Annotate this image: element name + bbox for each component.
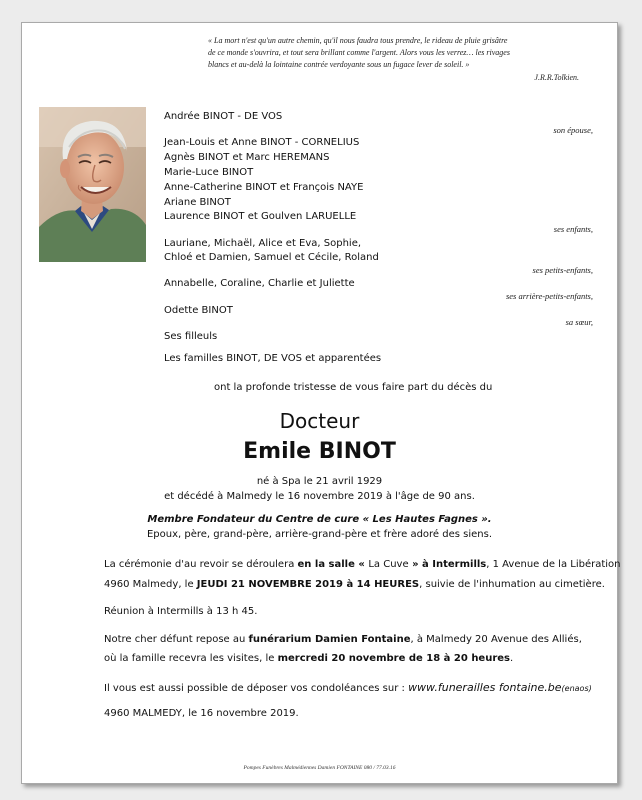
great-grandchildren: Annabelle, Coraline, Charlie et Juliette: [164, 278, 355, 289]
ceremony-hall: en la salle «: [297, 559, 369, 570]
visits-date: mercredi 20 novembre de 18 à 20 heures: [277, 653, 510, 664]
reunion: Réunion à Intermills à 13 h 45.: [104, 606, 258, 617]
qualities: Epoux, père, grand-père, arrière-grand-père et frère adoré des siens.: [146, 529, 493, 540]
grandchildren-role: ses petits-enfants,: [532, 265, 593, 275]
ceremony-city: 4960 Malmedy, le: [104, 579, 197, 590]
funerarium-line-2: [104, 652, 513, 666]
children-role: ses enfants,: [553, 224, 593, 234]
child-4: Anne-Catherine BINOT et François NAYE: [164, 182, 364, 193]
child-6: Laurence BINOT et Goulven LARUELLE: [164, 211, 357, 222]
sister-role: sa sœur,: [565, 317, 593, 327]
obituary-page: [21, 22, 621, 784]
ceremony-hall-name: La Cuve: [368, 559, 409, 570]
death-info: et décédé à Malmedy le 16 novembre 2019 à l'âge de 90 ans.: [164, 491, 475, 502]
footer-credit: Pompes Funèbres Malmédiennes Damien FONTAINE 080 / 77.03.16: [243, 765, 396, 771]
grandchildren-line-2: Chloé et Damien, Samuel et Cécile, Roland: [164, 252, 379, 263]
condolences-line: [104, 681, 592, 696]
ceremony-venue: » à Intermills: [408, 559, 487, 570]
quote-line-2: de ce monde s'ouvrira, et tout sera brillant comme l'argent. Alors vous les verrez… les rivages: [208, 48, 510, 57]
deceased-name: Emile BINOT: [243, 439, 396, 464]
portrait-photo: [39, 107, 146, 262]
ceremony-line-1: [104, 558, 621, 572]
quote-line-3: blancs et au-delà la lointaine contrée verdoyante sous un fugace lever de soleil. »: [208, 60, 470, 69]
ceremony-address: , 1 Avenue de la Libération: [486, 559, 621, 570]
birth-info: né à Spa le 21 avril 1929: [256, 476, 383, 487]
spouse-name: Andrée BINOT - DE VOS: [164, 111, 283, 122]
portrait-image: [39, 107, 146, 262]
quote-author: J.R.R.Tolkien.: [534, 73, 579, 82]
funerarium-name: funérarium Damien Fontaine: [248, 634, 411, 645]
grandchildren-line-1: Lauriane, Michaël, Alice et Eva, Sophie,: [164, 238, 362, 249]
dateline: 4960 MALMEDY, le 16 novembre 2019.: [104, 708, 299, 719]
ceremony-date: JEUDI 21 NOVEMBRE 2019 à 14 HEURES: [196, 579, 420, 590]
ceremony-line-2: [104, 578, 605, 592]
funerarium-text: Notre cher défunt repose au: [104, 634, 249, 645]
ceremony-burial: , suivie de l'inhumation au cimetière.: [419, 579, 605, 590]
child-1: Jean-Louis et Anne BINOT - CORNELIUS: [164, 137, 360, 148]
spouse-role: son épouse,: [553, 125, 593, 135]
condolences-code: (enaos): [561, 684, 592, 693]
child-3: Marie-Luce BINOT: [164, 167, 254, 178]
condolences-text: Il vous est aussi possible de déposer vos condoléances sur :: [104, 683, 409, 694]
child-5: Ariane BINOT: [164, 197, 231, 208]
condolences-link[interactable]: www.funerailles fontaine.be: [408, 681, 562, 694]
ceremony-text: La cérémonie d'au revoir se déroulera: [104, 559, 298, 570]
families: Les familles BINOT, DE VOS et apparentées: [164, 353, 382, 364]
funerarium-line-1: [104, 633, 582, 647]
great-grandchildren-role: ses arrière-petits-enfants,: [505, 291, 593, 301]
founder-role: Membre Fondateur du Centre de cure « Les Hautes Fagnes ».: [147, 514, 492, 525]
quote-line-1: « La mort n'est qu'un autre chemin, qu'il nous faudra tous prendre, le rideau de pluie grisâtre: [208, 36, 508, 45]
visits-text: où la famille recevra les visites, le: [104, 653, 278, 664]
announcement: ont la profonde tristesse de vous faire part du décès du: [214, 382, 493, 393]
deceased-title: Docteur: [279, 409, 360, 433]
visits-end: .: [510, 653, 514, 664]
sister-name: Odette BINOT: [164, 305, 233, 316]
child-2: Agnès BINOT et Marc HEREMANS: [164, 152, 330, 163]
godchildren: Ses filleuls: [164, 331, 218, 342]
funerarium-address: , à Malmedy 20 Avenue des Alliés,: [410, 634, 582, 645]
